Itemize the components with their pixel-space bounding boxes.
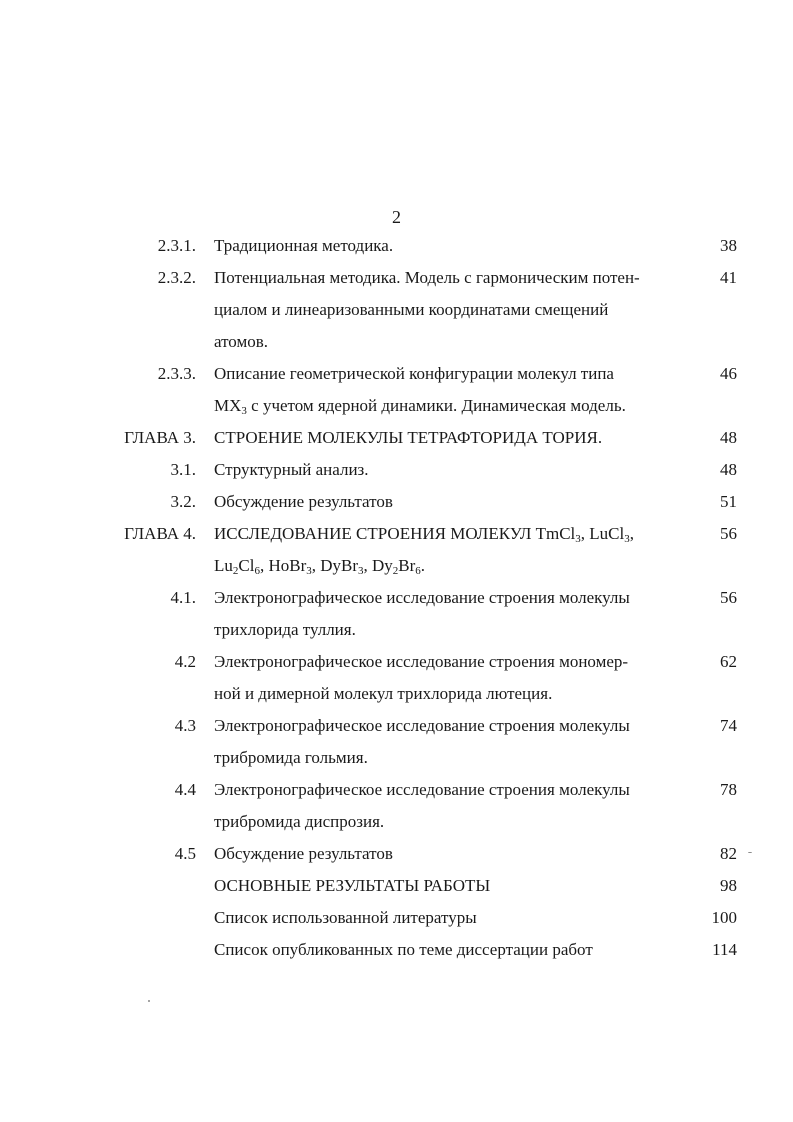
- toc-title-text: Описание геометрической конфигурации молекул типа: [214, 364, 614, 383]
- toc-section-number: 4.3: [174, 716, 196, 735]
- toc-line: [0, 902, 793, 934]
- toc-line: [0, 710, 793, 742]
- toc-section-number: 4.2: [174, 652, 196, 671]
- toc-line: [0, 550, 793, 582]
- toc-title-text: $MX_3$ с учетом ядерной динамики. Динамическая модель.: [214, 396, 626, 417]
- toc-page-number: 100: [711, 908, 737, 927]
- scan-speck: [148, 1000, 150, 1002]
- toc-section-number: ГЛАВА 3.: [124, 428, 196, 447]
- toc-line: [0, 326, 793, 358]
- toc-line: [0, 230, 793, 262]
- toc-page-number: 82: [720, 844, 737, 863]
- toc-page-number: 98: [720, 876, 737, 895]
- toc-line: [0, 806, 793, 838]
- toc-entry: [0, 454, 793, 486]
- toc-line: [0, 934, 793, 966]
- toc-line: [0, 838, 793, 870]
- toc-title-text: Электронографическое исследование строения молекулы: [214, 716, 630, 735]
- toc-entry: [0, 710, 793, 774]
- toc-title-text: трибромида диспрозия.: [214, 812, 385, 831]
- scan-speck: [748, 852, 752, 853]
- toc-section-number: 3.2.: [170, 492, 196, 511]
- toc-entry: [0, 358, 793, 422]
- toc-line: [0, 646, 793, 678]
- toc-line: [0, 742, 793, 774]
- toc-section-number: 2.3.1.: [157, 236, 196, 255]
- toc-line: [0, 518, 793, 550]
- toc-page-number: 74: [720, 716, 737, 735]
- toc-section-number: 2.3.3.: [157, 364, 196, 383]
- toc-section-number: 4.1.: [170, 588, 196, 607]
- toc-entry: [0, 262, 793, 358]
- toc-page-number: 78: [720, 780, 737, 799]
- toc-title-text: Обсуждение результатов: [214, 844, 393, 863]
- toc-page-number: 56: [720, 524, 737, 543]
- toc-title-text: ОСНОВНЫЕ РЕЗУЛЬТАТЫ РАБОТЫ: [214, 876, 491, 895]
- toc-page-number: 56: [720, 588, 737, 607]
- toc-title-text: ИССЛЕДОВАНИЕ СТРОЕНИЯ МОЛЕКУЛ TmCl$_3$, LuCl$_3$,: [214, 524, 634, 545]
- toc-line: [0, 582, 793, 614]
- toc-page-number: 46: [720, 364, 737, 383]
- toc-title-text: трихлорида туллия.: [214, 620, 356, 639]
- toc-title-text: ной и димерной молекул трихлорида лютеция.: [214, 684, 553, 703]
- toc-section-number: 4.4: [174, 780, 196, 799]
- toc-line: [0, 614, 793, 646]
- toc-entry: [0, 422, 793, 454]
- toc-page-number: 41: [720, 268, 737, 287]
- toc-entry: [0, 774, 793, 838]
- toc-entry: [0, 838, 793, 870]
- toc-entry: [0, 486, 793, 518]
- toc-page-number: 114: [712, 940, 737, 959]
- toc-title-text: трибромида гольмия.: [214, 748, 368, 767]
- toc-page-number: 38: [720, 236, 737, 255]
- toc-line: [0, 774, 793, 806]
- toc-page-number: 48: [720, 460, 737, 479]
- toc-title-text: Обсуждение результатов: [214, 492, 393, 511]
- toc-title-text: Электронографическое исследование строения мономер-: [214, 652, 629, 671]
- toc-line: [0, 486, 793, 518]
- toc-title-text: циалом и линеаризованными координатами смещений: [214, 300, 609, 319]
- toc-title-text: СТРОЕНИЕ МОЛЕКУЛЫ ТЕТРАФТОРИДА ТОРИЯ.: [214, 428, 603, 447]
- toc-title-text: Структурный анализ.: [214, 460, 369, 479]
- toc-title-text: $Lu_2Cl_6$, HoBr$_3$, DyBr$_3$, $Dy_2Br_6$.: [214, 556, 426, 577]
- toc-page-number: 62: [720, 652, 737, 671]
- toc-title-text: Список использованной литературы: [214, 908, 477, 927]
- toc-title-text: Список опубликованных по теме диссертации работ: [214, 940, 593, 959]
- toc-title-text: атомов.: [214, 332, 269, 351]
- toc-entry: [0, 518, 793, 582]
- toc-section-number: 3.1.: [170, 460, 196, 479]
- toc-line: [0, 422, 793, 454]
- toc-entry: [0, 870, 793, 902]
- toc-line: [0, 262, 793, 294]
- toc-line: [0, 390, 793, 422]
- toc-line: [0, 870, 793, 902]
- toc-entry: [0, 582, 793, 646]
- toc-title-text: Потенциальная методика. Модель с гармоническим потен-: [214, 268, 640, 287]
- toc-entry: [0, 646, 793, 710]
- toc-entry: [0, 902, 793, 934]
- toc-title-text: Традиционная методика.: [214, 236, 394, 255]
- toc-line: [0, 294, 793, 326]
- toc-section-number: ГЛАВА 4.: [124, 524, 196, 543]
- toc-line: [0, 454, 793, 486]
- toc-page-number: 51: [720, 492, 737, 511]
- table-of-contents: [0, 230, 793, 966]
- toc-line: [0, 358, 793, 390]
- toc-title-text: Электронографическое исследование строения молекулы: [214, 780, 630, 799]
- page-number: 2: [392, 207, 401, 227]
- toc-page-number: 48: [720, 428, 737, 447]
- toc-entry: [0, 934, 793, 966]
- toc-entry: [0, 230, 793, 262]
- toc-line: [0, 678, 793, 710]
- toc-title-text: Электронографическое исследование строения молекулы: [214, 588, 630, 607]
- toc-section-number: 4.5: [174, 844, 196, 863]
- toc-section-number: 2.3.2.: [157, 268, 196, 287]
